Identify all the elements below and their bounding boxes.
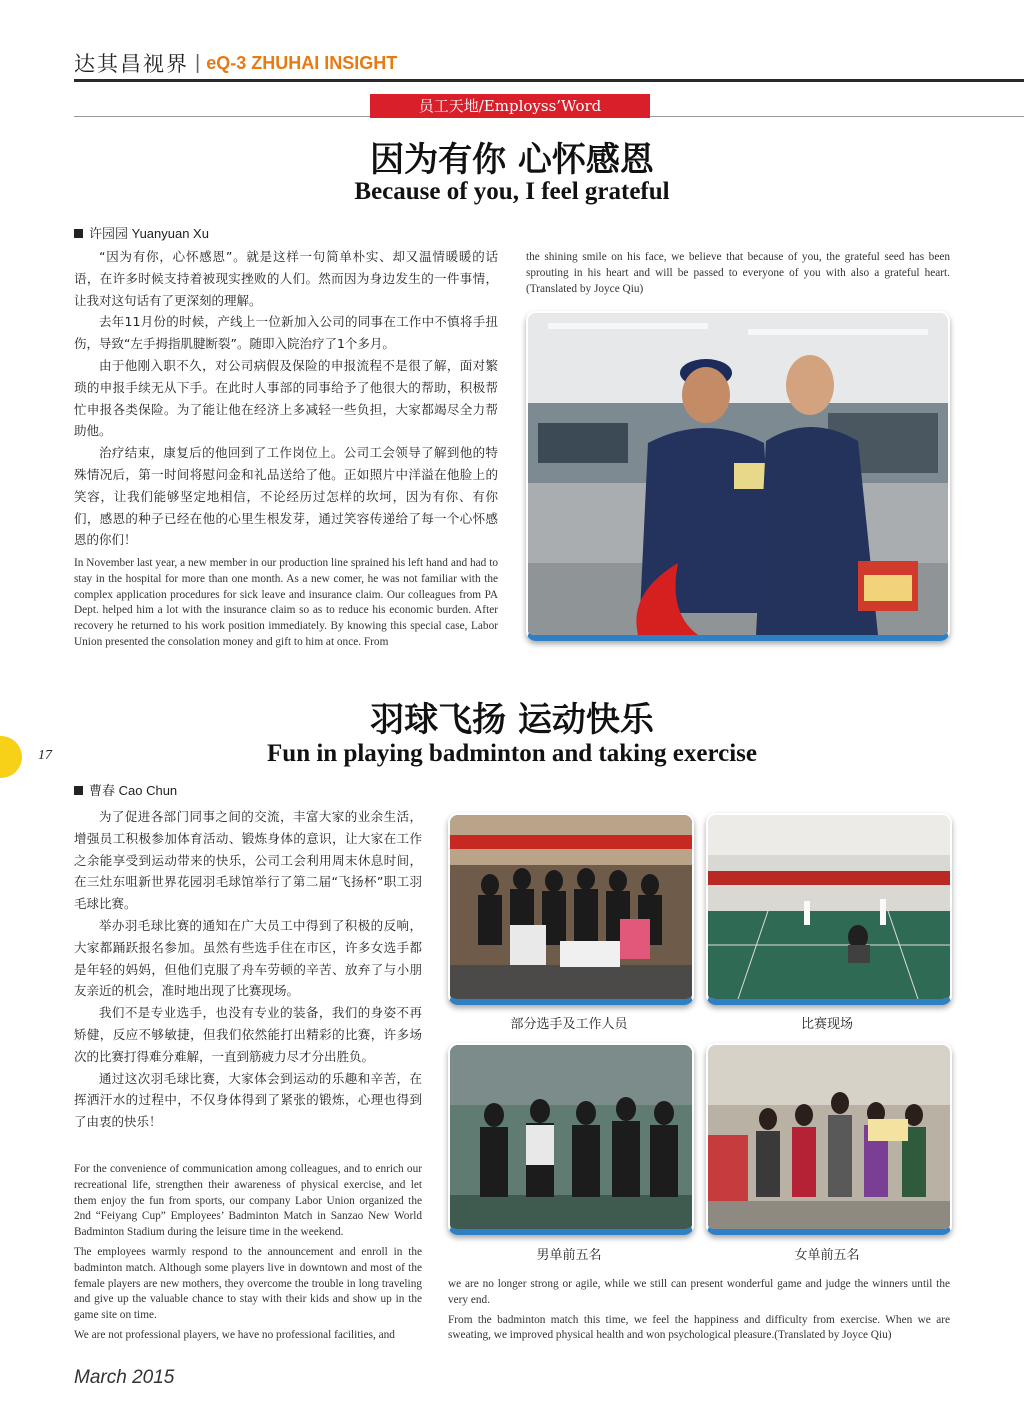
article2-en-body-right <box>448 1277 950 1348</box>
article1-title-en: Because of you, I feel grateful <box>354 178 670 205</box>
masthead <box>74 48 397 78</box>
article2-en-body-left <box>74 1162 422 1348</box>
article1-byline <box>74 223 209 242</box>
masthead-cn: 达其昌视界 <box>74 52 189 76</box>
footer-date: March 2015 <box>74 1367 175 1388</box>
article2-en-paragraph: The employees warmly respond to the announcement and enroll in the badminton match. Although some players live in downtown and most of the female players are new mothers, they overcome the trouble in long traveling and give up the valuable chance to stay with their kids and show up in the game site on time. <box>74 1245 422 1322</box>
group-photo-illustration <box>450 815 692 999</box>
womens-singles-photo-illustration <box>708 1045 950 1229</box>
article1-en-body-left <box>74 556 498 655</box>
article2-title-cn: 羽球飞扬 运动快乐 <box>370 700 654 740</box>
article2-byline-text: 曹春 Cao Chun <box>89 783 178 798</box>
article1-cn-paragraph: 由于他刚入职不久，对公司病假及保险的申报流程不是很了解，面对繁琐的申报手续无从下手。在此时人事部的同事给予了他很大的帮助，积极帮忙申报各类保险。为了能让他在经济上多减轻一些负担，大家都竭尽全力帮助他。 <box>74 357 498 439</box>
photo-womens-singles <box>706 1043 952 1235</box>
article2-en-paragraph: From the badminton match this time, we feel the happiness and difficulty from exercise. When we are sweating, we improved physical health and won psychological pleasure.(Translated by Joyce Qiu) <box>448 1313 950 1342</box>
page-number: 17 <box>38 748 52 763</box>
article2-byline <box>74 780 177 799</box>
article1-cn-paragraph: 去年11月份的时候，产线上一位新加入公司的同事在工作中不慎将手扭伤，导致“左手拇指肌腱断裂”。随即入院治疗了1个多月。 <box>74 314 498 352</box>
caption-players-staff: 部分选手及工作人员 <box>510 1017 628 1032</box>
article2-en-paragraph: For the convenience of communication among colleagues, and to enrich our recreational life, strengthen their awareness of physical exercise, and let them enjoy the fun from sports, our company Labor Union organized the 2nd “Feiyang Cup” Employees’ Badminton Match in Sanzao New World Badminton Stadium during the leisure time in the weekend. <box>74 1163 422 1239</box>
article1-cn-paragraph: “因为有你，心怀感恩”。就是这样一句简单朴实、却又温情暖暖的话语，在许多时候支持着被现实挫败的人们。然而因为身边发生的一件事情，让我对这句话有了更深刻的理解。 <box>74 249 498 308</box>
article1-byline-text: 许园园 Yuanyuan Xu <box>89 226 209 241</box>
article2-title-en: Fun in playing badminton and taking exercise <box>267 740 757 767</box>
article2-cn-paragraph: 我们不是专业选手，也没有专业的装备，我们的身姿不再矫健，反应不够敏捷，但我们依然能打出精彩的比赛，许多场次的比赛打得难分难解，一直到筋疲力尽才分出胜负。 <box>74 1005 422 1064</box>
masthead-separator: | <box>195 51 201 74</box>
photo-match-venue <box>706 813 952 1005</box>
photo-mens-singles <box>448 1043 694 1235</box>
caption-mens-singles: 男单前五名 <box>536 1248 602 1263</box>
article2-en-paragraph: We are not professional players, we have no professional facilities, and <box>74 1328 395 1341</box>
photo-players-staff <box>448 813 694 1005</box>
article2-cn-paragraph: 为了促进各部门同事之间的交流，丰富大家的业余生活，增强员工积极参加体育活动、锻炼身体的意识，让大家在工作之余能享受到运动带来的快乐，公司工会利用周末休息时间，在三灶东咀新世界花园羽毛球馆举行了第二届“飞扬杯”职工羽毛球比赛。 <box>74 809 422 912</box>
court-photo-illustration <box>708 815 950 999</box>
article1-cn-paragraph: 治疗结束，康复后的他回到了工作岗位上。公司工会领导了解到他的特殊情况后，第一时间将慰问金和礼品送给了他。正如照片中洋溢在他脸上的笑容，让我们能够坚定地相信，不论经历过怎样的坎坷，因为有你、有你们，感恩的种子已经在他的心里生根发芽，通过笑容传递给了每一个心怀感恩的你们！ <box>74 445 498 548</box>
article2-cn-body <box>74 806 422 1133</box>
article1-cn-body <box>74 246 498 551</box>
article2-cn-paragraph: 举办羽毛球比赛的通知在广大员工中得到了积极的反响，大家都踊跃报名参加。虽然有些选手住在市区，许多女选手都是年轻的妈妈，但他们克服了舟车劳顿的辛苦、放弃了与小朋友亲近的机会，准时地出现了比赛现场。 <box>74 917 422 999</box>
mens-singles-photo-illustration <box>450 1045 692 1229</box>
article1-title-cn: 因为有你 心怀感恩 <box>370 140 654 180</box>
masthead-en: eQ-3 ZHUHAI INSIGHT <box>206 52 398 73</box>
factory-photo-illustration <box>528 313 948 635</box>
article1-en-paragraph: In November last year, a new member in our production line sprained his left hand and had to stay in the hospital for more than one month. As a new comer, he was not familiar with the complex application procedures for sick leave and insurance claim. Our colleagues from PA Dept. helped him a lot with the insurance claim so as to reduce his economic burden. After recovery he returned to his work position immediately. By knowing this special case, Labor Union presented the consolation money and gift to him at once. From <box>74 557 498 648</box>
photo-consolation-gift <box>526 311 950 641</box>
caption-womens-singles: 女单前五名 <box>794 1248 860 1263</box>
byline-square-icon <box>74 229 83 238</box>
article1-en-body-right <box>526 250 950 301</box>
caption-match-venue: 比赛现场 <box>800 1017 853 1032</box>
article2-en-paragraph: we are no longer strong or agile, while we still can present wonderful game and judge the winners until the very end. <box>448 1278 950 1306</box>
byline-square-icon <box>74 786 83 795</box>
top-rule <box>74 79 1024 82</box>
article1-en-paragraph: the shining smile on his face, we believe that because of you, the grateful seed has been sprouting in his heart and will be passed to everyone of you with also a grateful heart. (Translated by Joyce Qiu) <box>526 251 950 295</box>
section-tag: 员工天地/Employss’Word <box>370 94 650 118</box>
article2-cn-paragraph: 通过这次羽毛球比赛，大家体会到运动的乐趣和辛苦，在挥洒汗水的过程中，不仅身体得到了紧张的锻炼，心理也得到了由衷的快乐！ <box>74 1070 422 1130</box>
